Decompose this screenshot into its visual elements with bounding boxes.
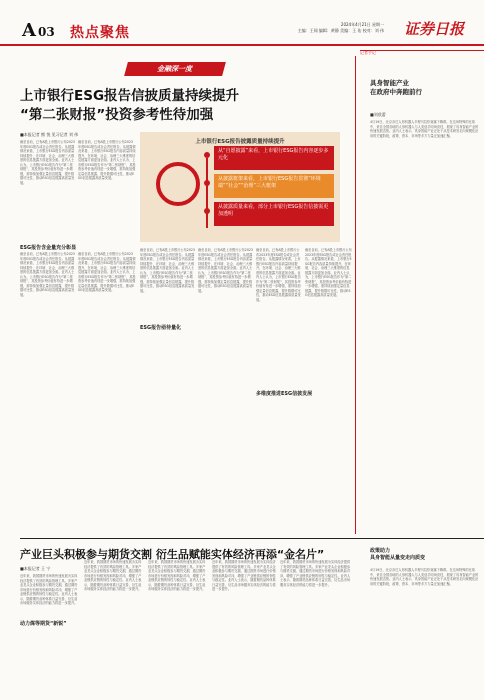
article-column: 截至目前，已有A股上市银行公布2023年度ESG报告或社会责任报告。从披露情况来看，上市银行ESG报告内容质量持续提升，在环境、社会、治理三大维度的信息披露方面更加全面。业内人士认为，上市银行ESG报告作为“第二张财报”，其投资参考价值有待进一步增强，需持续加强定量信息披露，提升数据可比性，推动ESG信息披露高质量发展。 [305, 248, 352, 297]
bullet-dot-icon [204, 180, 210, 186]
bottom-column: 近年来，我国期货市场的快速发展为实体经济提供了有效的风险管理工具。多家产业龙头企业积极参与期货交割，通过期货市场进行价格发现和风险对冲，增强了产业链供应链的韧性与稳定性。业内人士表示，随着期货品种体系日益完善，衍生品市场服务实体经济的能力将进一步提升。 [84, 560, 142, 591]
bullet-dot-icon [204, 152, 210, 158]
subhead: ESG报告含金量充分彰显 [20, 245, 77, 251]
article-column: 截至目前，已有A股上市银行公布2023年度ESG报告或社会责任报告。从披露情况来看，上市银行ESG报告内容质量持续提升，在环境、社会、治理三大维度的信息披露方面更加全面。业内人士认为，上市银行ESG报告作为“第二张财报”，其投资参考价值有待进一步增强，需持续加强定量信息披露，提升数据可比性，推动ESG信息披露高质量发展。 [256, 248, 301, 302]
issue-meta: 2024年4月21日 星期一 主编：王闻 编辑：黄静 美编：王 佑 校对：刘 伟 [297, 22, 384, 33]
column-divider [355, 56, 356, 534]
infographic-item: 从披露质量来看，部分上市银行ESG报告信披需更加透明 [214, 202, 334, 226]
sidebar-subhead: 政策助力 具身智能从量变走向质变 [370, 548, 426, 561]
section-divider [20, 538, 484, 539]
article-column: 截至目前，已有A股上市银行公布2023年度ESG报告或社会责任报告。从披露情况来看，上市银行ESG报告内容质量持续提升，在环境、社会、治理三大维度的信息披露方面更加全面。业内人士认为，上市银行ESG报告作为“第二张财报”，其投资参考价值有待进一步增强，需持续加强定量信息披露，提升数据可比性，推动ESG信息披露高质量发展。 [20, 140, 75, 185]
feature-banner: 金融深一度 [124, 62, 226, 76]
bottom-headline: 产业巨头积极参与期货交割 衍生品赋能实体经济再添“金名片” [20, 548, 325, 561]
infographic-item: 从“自愿披露”来看，上市银行ESG报告内容逐步多元化 [214, 146, 334, 170]
byline: ■本报记者 熊 悦 见习记者 刘 伟 [20, 132, 79, 137]
article-column: 截至目前，已有A股上市银行公布2023年度ESG报告或社会责任报告。从披露情况来看，上市银行ESG报告内容质量持续提升，在环境、社会、治理三大维度的信息披露方面更加全面。业内人士认为，上市银行ESG报告作为“第二张财报”，其投资参考价值有待进一步增强，需持续加强定量信息披露，提升数据可比性，推动ESG信息披露高质量发展。 [198, 248, 253, 293]
sidebar-column: 4月19日，北京亦庄人形机器人半程马拉松赛落下帷幕。在这场特殊的比赛中，来自全国各地的人形机器人与人类选手同场竞技，展现了具身智能产业的快速发展态势。业内人士表示，具身智能产业正处于从技术研发走向规模化应用的关键阶段，政策、资本、市场等多方力量正加速汇聚。 [370, 568, 479, 586]
masthead [0, 0, 484, 46]
infographic-connector [206, 158, 208, 228]
infographic-item: 从披露框架来看，上市银行ESG报告贯彻“环境端”“社会”“治理”三大框架 [214, 174, 334, 198]
bottom-column: 近年来，我国期货市场的快速发展为实体经济提供了有效的风险管理工具。多家产业龙头企业积极参与期货交割，通过期货市场进行价格发现和风险对冲，增强了产业链供应链的韧性与稳定性。业内人士表示，随着期货品种体系日益完善，衍生品市场服务实体经济的能力将进一步提升。 [148, 560, 206, 591]
article-column: 截至目前，已有A股上市银行公布2023年度ESG报告或社会责任报告。从披露情况来看，上市银行ESG报告内容质量持续提升，在环境、社会、治理三大维度的信息披露方面更加全面。业内人士认为，上市银行ESG报告作为“第二张财报”，其投资参考价值有待进一步增强，需持续加强定量信息披露，提升数据可比性，推动ESG信息披露高质量发展。 [78, 140, 136, 180]
page-number: A 03 [22, 20, 55, 41]
article-column: 截至目前，已有A股上市银行公布2023年度ESG报告或社会责任报告。从披露情况来看，上市银行ESG报告内容质量持续提升，在环境、社会、治理三大维度的信息披露方面更加全面。业内人士认为，上市银行ESG报告作为“第二张财报”，其投资参考价值有待进一步增强，需持续加强定量信息披露，提升数据可比性，推动ESG信息披露高质量发展。 [20, 252, 75, 297]
subhead: ESG报告亟待量化 [140, 325, 182, 331]
bottom-column: 近年来，我国期货市场的快速发展为实体经济提供了有效的风险管理工具。多家产业龙头企业积极参与期货交割，通过期货市场进行价格发现和风险对冲，增强了产业链供应链的韧性与稳定性。业内人士表示，随着期货品种体系日益完善，衍生品市场服务实体经济的能力将进一步提升。 [212, 560, 276, 591]
bottom-byline: ■本报记者 王 宁 [20, 566, 51, 571]
headline-line-2: “第二张财报”投资参考性待加强 [20, 107, 214, 123]
infographic-wheel-icon [156, 162, 200, 206]
sidebar-author: ■刘欣蕾 [370, 112, 386, 117]
section-title: 热点聚焦 [70, 25, 130, 41]
article-column: 截至目前，已有A股上市银行公布2023年度ESG报告或社会责任报告。从披露情况来看，上市银行ESG报告内容质量持续提升，在环境、社会、治理三大维度的信息披露方面更加全面。业内人士认为，上市银行ESG报告作为“第二张财报”，其投资参考价值有待进一步增强，需持续加强定量信息披露，提升数据可比性，推动ESG信息披露高质量发展。 [140, 248, 195, 293]
bullet-dot-icon [204, 208, 210, 214]
infographic [140, 132, 340, 242]
bottom-subhead: 动力煤等期货“新锐” [20, 621, 67, 627]
headline-line-1: 上市银行ESG报告信披质量持续提升 [20, 88, 240, 104]
bottom-column: 近年来，我国期货市场的快速发展为实体经济提供了有效的风险管理工具。多家产业龙头企业积极参与期货交割，通过期货市场进行价格发现和风险对冲，增强了产业链供应链的韧性与稳定性。业内人士表示，随着期货品种体系日益完善，衍生品市场服务实体经济的能力将进一步提升。 [280, 560, 351, 587]
sidebar-tag: 记者手记 [360, 50, 376, 55]
newspaper-logo: 证券日报 [403, 20, 464, 38]
subhead: 多维度推进ESG信披发展 [256, 391, 313, 397]
sidebar-rule [360, 50, 484, 54]
sidebar-headline: 具身智能产业 在政府中奔跑前行 [370, 79, 422, 96]
sidebar-column: 4月19日，北京亦庄人形机器人半程马拉松赛落下帷幕。在这场特殊的比赛中，来自全国各地的人形机器人与人类选手同场竞技，展现了具身智能产业的快速发展态势。业内人士表示，具身智能产业正处于从技术研发走向规模化应用的关键阶段，政策、资本、市场等多方力量正加速汇聚。 [370, 120, 479, 138]
infographic-title: 上市银行ESG报告披露质量持续提升 [195, 139, 285, 145]
bottom-column: 近年来，我国期货市场的快速发展为实体经济提供了有效的风险管理工具。多家产业龙头企业积极参与期货交割，通过期货市场进行价格发现和风险对冲，增强了产业链供应链的韧性与稳定性。业内人士表示，随着期货品种体系日益完善，衍生品市场服务实体经济的能力将进一步提升。 [20, 574, 78, 605]
article-column: 截至目前，已有A股上市银行公布2023年度ESG报告或社会责任报告。从披露情况来看，上市银行ESG报告内容质量持续提升，在环境、社会、治理三大维度的信息披露方面更加全面。业内人士认为，上市银行ESG报告作为“第二张财报”，其投资参考价值有待进一步增强，需持续加强定量信息披露，提升数据可比性，推动ESG信息披露高质量发展。 [78, 252, 136, 292]
